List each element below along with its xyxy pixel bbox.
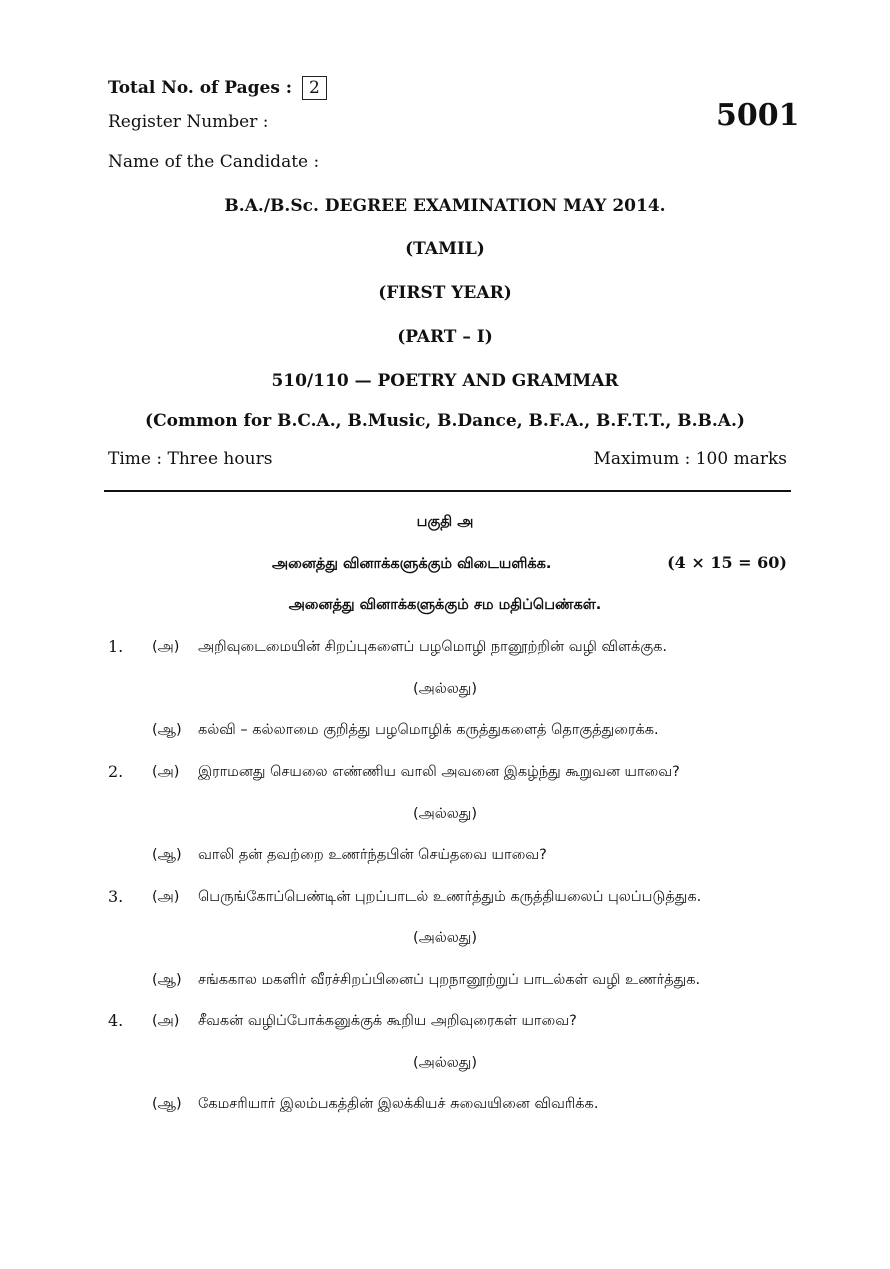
- option-a-label: (அ): [152, 889, 180, 905]
- exam-paper-title: 510/110 — POETRY AND GRAMMAR: [271, 371, 619, 391]
- or-label: (அல்லது): [412, 681, 478, 697]
- candidate-name-label: Name of the Candidate :: [108, 152, 320, 172]
- question-number: 2.: [108, 762, 124, 781]
- header-divider: [104, 490, 791, 492]
- question-text: அறிவுடைமையின் சிறப்புகளைப் பழமொழி நானூற்றின் வழி விளக்குக.: [198, 639, 667, 655]
- or-label: (அல்லது): [412, 930, 478, 946]
- option-b-label: (ஆ): [152, 1096, 182, 1112]
- section-title: பகுதி அ: [416, 514, 474, 530]
- paper-code: 5001: [716, 98, 800, 133]
- exam-subject: (TAMIL): [405, 239, 485, 259]
- option-b-label: (ஆ): [152, 722, 182, 738]
- question-text: கேமசரியார் இலம்பகத்தின் இலக்கியச் சுவையினை விவரிக்க.: [198, 1096, 599, 1112]
- exam-common-for: (Common for B.C.A., B.Music, B.Dance, B.F.A., B.F.T.T., B.B.A.): [145, 411, 745, 431]
- total-pages-value: 2: [302, 76, 327, 100]
- question-text: கல்வி – கல்லாமை குறித்து பழமொழிக் கருத்துகளைத் தொகுத்துரைக்க.: [198, 722, 659, 738]
- question-text: பெருங்கோப்பெண்டின் புறப்பாடல் உணர்த்தும் கருத்தியலைப் புலப்படுத்துக.: [198, 889, 702, 905]
- question-number: 4.: [108, 1011, 124, 1030]
- question-number: 1.: [108, 637, 124, 656]
- question-text: சங்ககால மகளிர் வீரச்சிறப்பினைப் புறநானூற்றுப் பாடல்கள் வழி உணர்த்துக.: [198, 972, 701, 988]
- section-marks: (4 × 15 = 60): [667, 553, 787, 572]
- section-instruction: அனைத்து வினாக்களுக்கும் விடையளிக்க.: [272, 556, 552, 572]
- option-a-label: (அ): [152, 1013, 180, 1029]
- exam-title: B.A./B.Sc. DEGREE EXAMINATION MAY 2014.: [224, 196, 666, 216]
- exam-year: (FIRST YEAR): [378, 283, 512, 303]
- exam-max-marks: Maximum : 100 marks: [593, 449, 787, 469]
- or-label: (அல்லது): [412, 806, 478, 822]
- exam-time: Time : Three hours: [108, 449, 273, 469]
- section-note: அனைத்து வினாக்களுக்கும் சம மதிப்பெண்கள்.: [288, 597, 602, 613]
- exam-part: (PART – I): [397, 327, 493, 347]
- question-text: வாலி தன் தவற்றை உணர்ந்தபின் செய்தவை யாவை?: [198, 847, 547, 863]
- or-label: (அல்லது): [412, 1055, 478, 1071]
- option-a-label: (அ): [152, 639, 180, 655]
- question-text: இராமனது செயலை எண்ணிய வாலி அவனை இகழ்ந்து கூறுவன யாவை?: [198, 764, 680, 780]
- total-pages-line: [108, 76, 327, 100]
- option-b-label: (ஆ): [152, 847, 182, 863]
- register-number-label: Register Number :: [108, 112, 269, 132]
- question-number: 3.: [108, 887, 124, 906]
- question-text: சீவகன் வழிப்போக்கனுக்குக் கூறிய அறிவுரைகள் யாவை?: [198, 1013, 577, 1029]
- option-b-label: (ஆ): [152, 972, 182, 988]
- option-a-label: (அ): [152, 764, 180, 780]
- total-pages-label: Total No. of Pages :: [108, 78, 293, 98]
